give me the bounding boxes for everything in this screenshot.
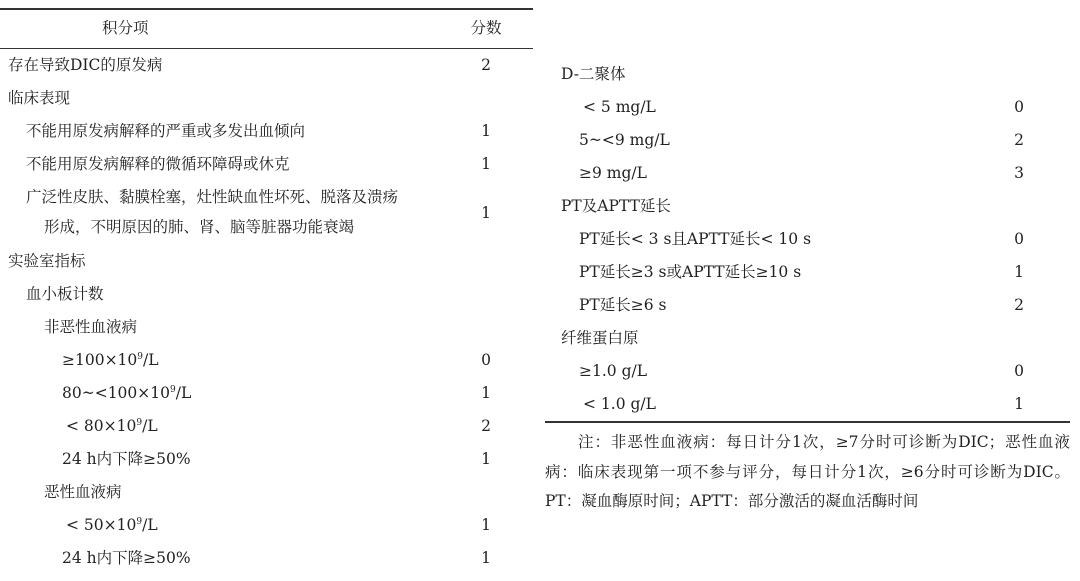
row-label: 24 h内下降≥50% (62, 450, 191, 468)
table-row (545, 91, 1070, 124)
table-row (545, 190, 1070, 223)
row-score: 1 (481, 549, 491, 567)
table-row (0, 245, 533, 278)
row-label: PT延长≥3 s或APTT延长≥10 s (579, 263, 802, 281)
table-header (0, 12, 533, 45)
row-label: 不能用原发病解释的微循环障碍或休克 (26, 155, 290, 173)
section-label: 纤维蛋白原 (561, 329, 639, 347)
row-label: < 5 mg/L (583, 98, 656, 116)
row-score: 1 (481, 384, 491, 402)
table-row (545, 388, 1070, 421)
table-row (0, 410, 533, 443)
table-row (0, 476, 533, 509)
header-item: 积分项 (102, 19, 149, 37)
row-label: 不能用原发病解释的严重或多发出血倾向 (26, 122, 306, 140)
row-label: < $80\times 10^9/L$ (66, 417, 158, 435)
table-row (0, 311, 533, 344)
table-row (0, 443, 533, 476)
table-row (0, 182, 533, 242)
table-row (545, 322, 1070, 355)
row-label: 24 h内下降≥50% (62, 549, 191, 567)
subsection-label: 血小板计数 (26, 285, 104, 303)
table-row (0, 82, 533, 115)
row-score: 2 (481, 56, 491, 74)
row-score: 0 (1014, 230, 1024, 248)
section-label: 临床表现 (8, 89, 71, 107)
row-score: 1 (481, 204, 491, 222)
row-score: 2 (481, 417, 491, 435)
table-row (0, 542, 533, 575)
row-score: 1 (481, 516, 491, 534)
table-row (545, 256, 1070, 289)
row-label: 存在导致DIC的原发病 (8, 56, 163, 74)
table-row (0, 49, 533, 82)
table-row (545, 157, 1070, 190)
subsection-label: 恶性血液病 (44, 483, 122, 501)
table-row (545, 355, 1070, 388)
section-label: 实验室指标 (8, 252, 86, 270)
row-score: 0 (1014, 98, 1024, 116)
row-label: 5~<9 mg/L (579, 131, 670, 149)
row-label: ≥9 mg/L (579, 164, 647, 182)
row-label-line2: 形成，不明原因的肺、肾、脑等脏器功能衰竭 (44, 218, 355, 236)
row-label: $80\sim<100\times 10^9/L$ (62, 384, 192, 402)
top-rule (0, 8, 533, 10)
row-score: 1 (481, 155, 491, 173)
row-score: 3 (1014, 164, 1024, 182)
row-label: ≥1.0 g/L (579, 362, 648, 380)
row-label: < $50\times 10^9/L$ (66, 516, 158, 534)
row-score: 0 (481, 351, 491, 369)
row-label: PT延长< 3 s且APTT延长< 10 s (579, 230, 812, 248)
bottom-rule (545, 421, 1070, 423)
section-label: D-二聚体 (561, 65, 626, 83)
row-label: PT延长≥6 s (579, 296, 667, 314)
row-label: < 1.0 g/L (583, 395, 656, 413)
row-score: 0 (1014, 362, 1024, 380)
table-footnote: 注：非恶性血液病：每日计分1次，≥7分时可诊断为DIC；恶性血液病：临床表现第一项不参与评分，每日计分1次，≥6分时可诊断为DIC。PT：凝血酶原时间；APTT：部分激活的凝血活酶时间 (545, 433, 1070, 510)
row-score: 1 (1014, 395, 1024, 413)
row-score: 1 (481, 450, 491, 468)
table-row (545, 58, 1070, 91)
row-score: 1 (481, 122, 491, 140)
table-row (0, 377, 533, 410)
row-score: 1 (1014, 263, 1024, 281)
row-score: 2 (1014, 296, 1024, 314)
table-row (545, 124, 1070, 157)
row-score: 2 (1014, 131, 1024, 149)
table-row (545, 223, 1070, 256)
section-label: PT及APTT延长 (561, 197, 671, 215)
subsection-label: 非恶性血液病 (44, 318, 138, 336)
table-row (0, 148, 533, 181)
table-row (0, 344, 533, 377)
header-score: 分数 (470, 19, 502, 37)
table-row (0, 509, 533, 542)
table-row (0, 278, 533, 311)
row-label: $\ge 100\times 10^9/L$ (62, 351, 159, 369)
table-row (545, 289, 1070, 322)
table-row (0, 115, 533, 148)
row-label-line1: 广泛性皮肤、黏膜栓塞，灶性缺血性坏死、脱落及溃疡 (26, 188, 399, 206)
